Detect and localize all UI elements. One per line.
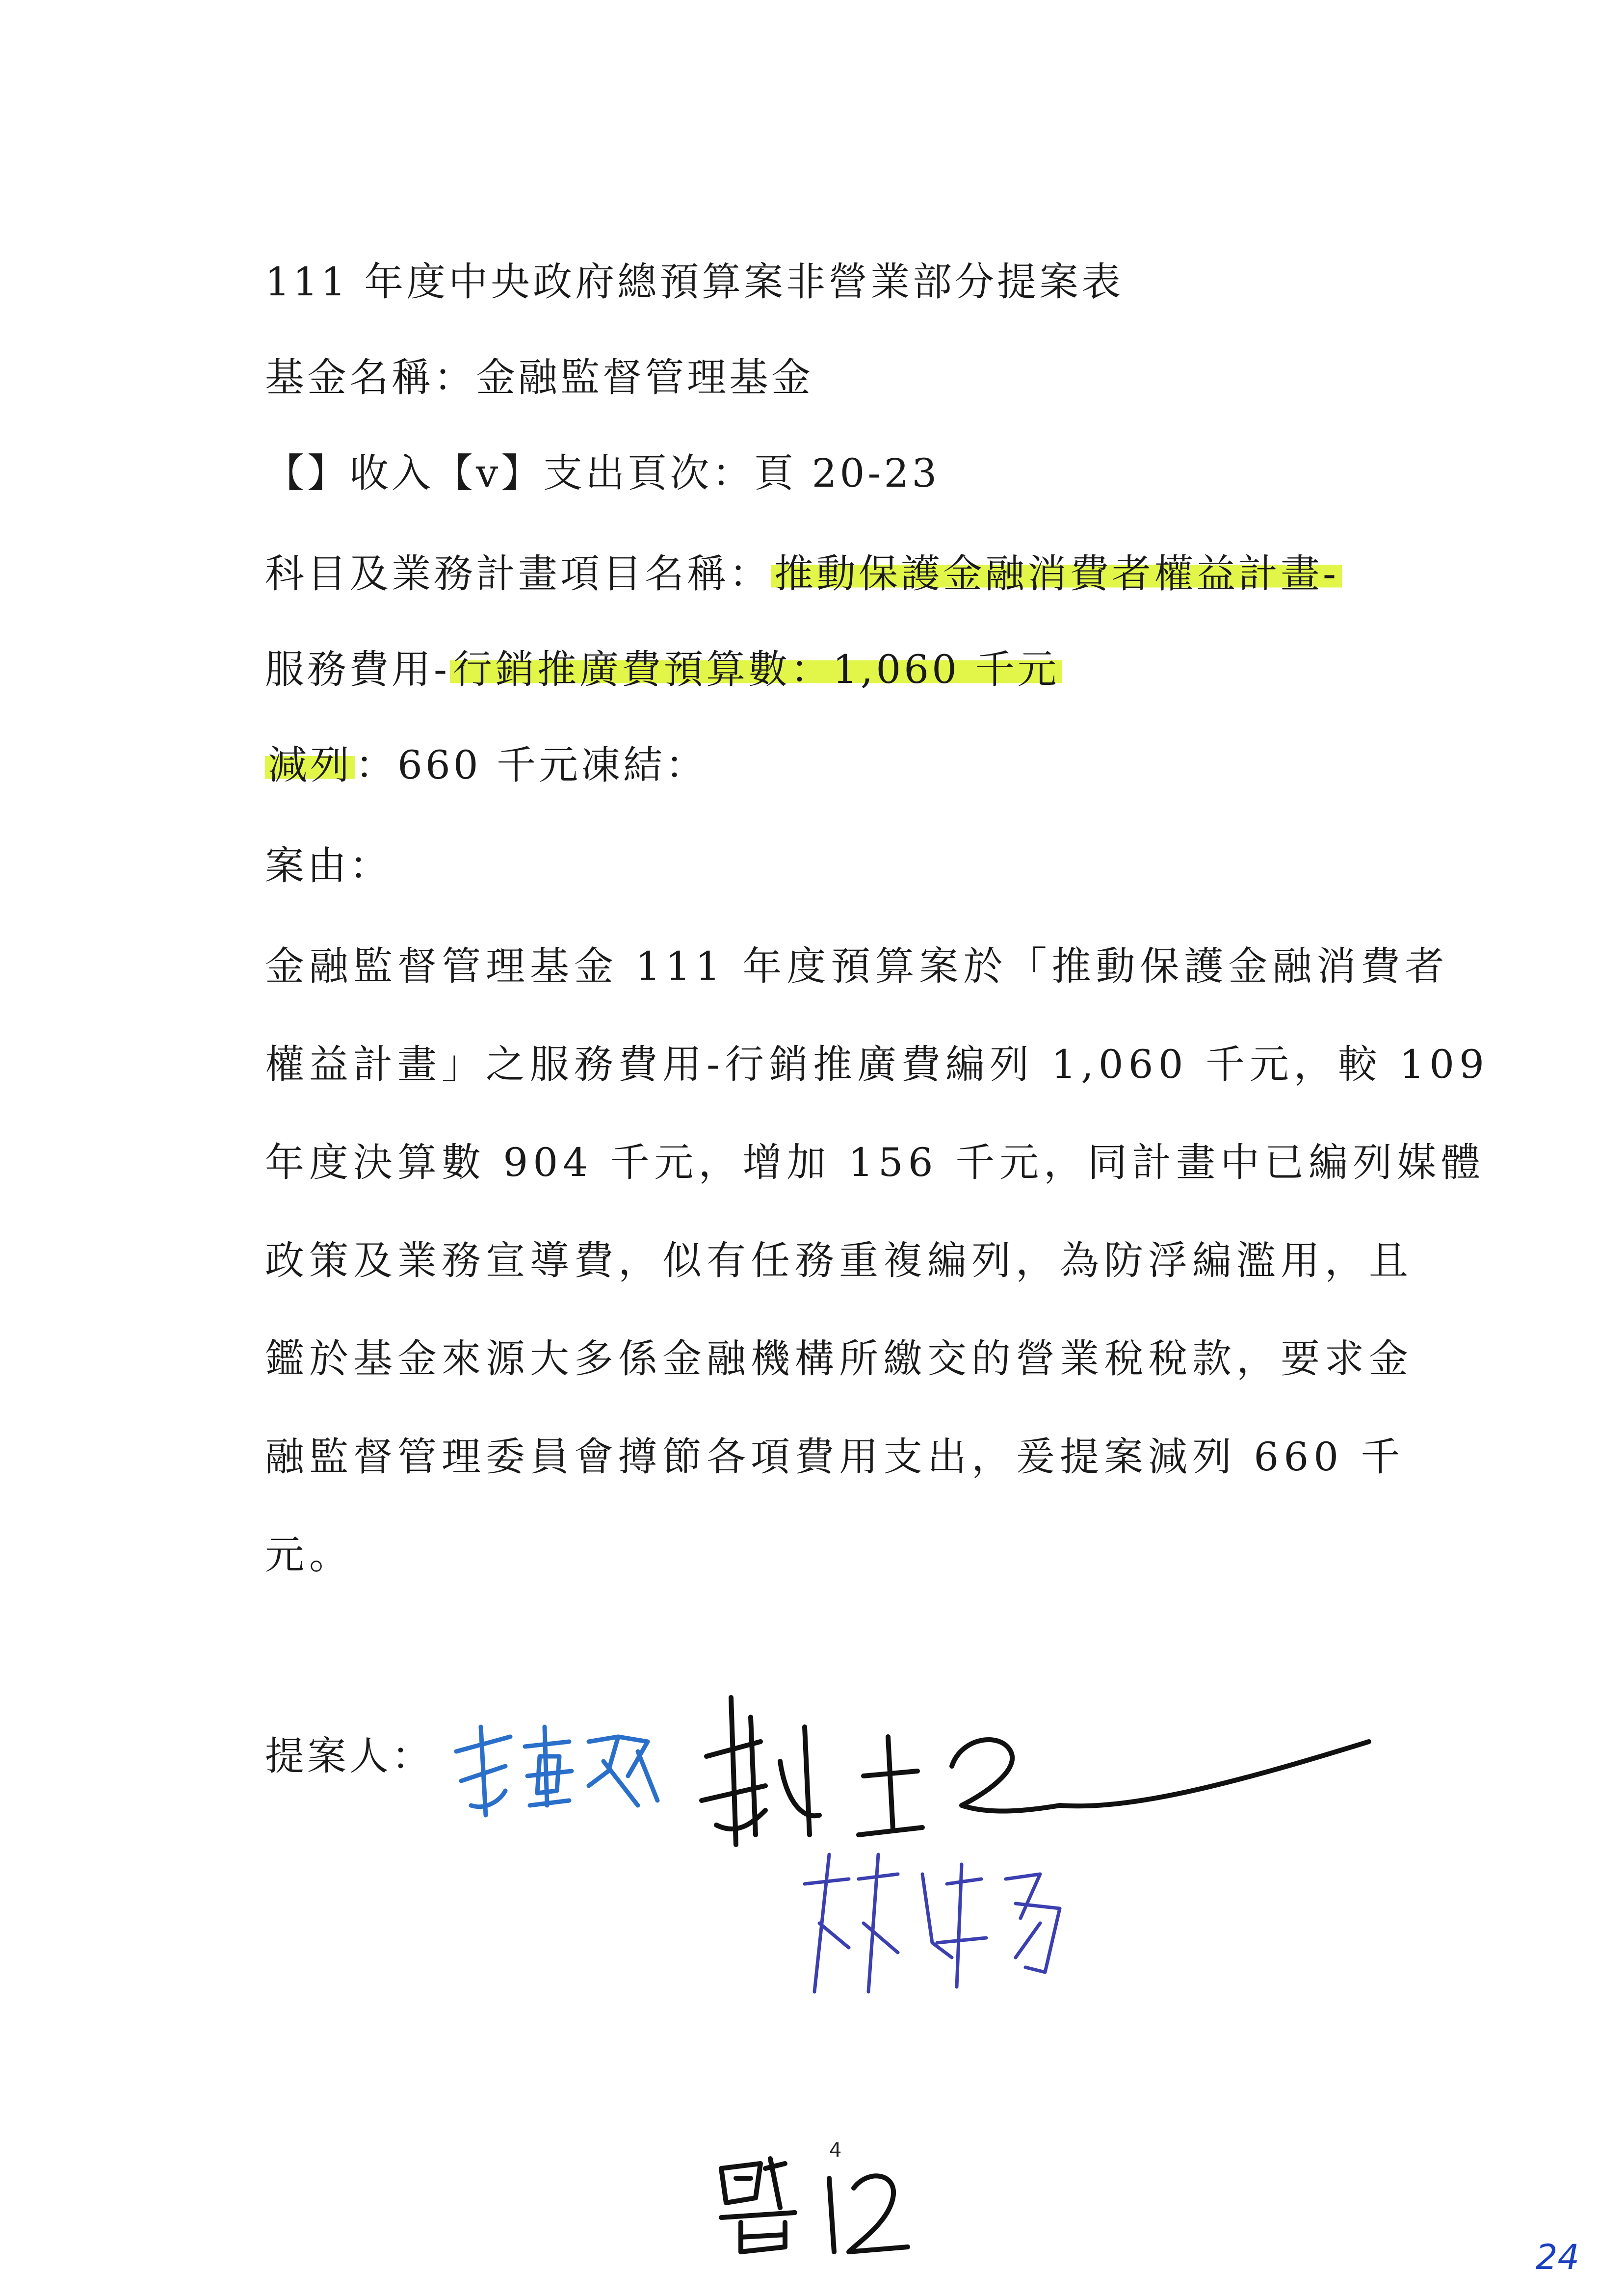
subject-highlight: 推動保護金融消費者權益計畫- xyxy=(771,551,1342,597)
reduce-line xyxy=(265,738,707,792)
service-line xyxy=(265,643,1062,697)
reduce-highlight: 減列 xyxy=(265,742,355,788)
doc-title: 111 年度中央政府總預算案非營業部分提案表 xyxy=(265,259,1124,305)
signature-li-guimin xyxy=(442,1707,667,1835)
corner-number: 24 xyxy=(1536,2237,1580,2277)
subject-line xyxy=(265,547,1342,601)
reason-line: 金融監督管理基金 111 年度預算案於「推動保護金融消費者 xyxy=(265,943,1449,989)
reason-label: 案由： xyxy=(265,843,392,888)
service-prefix: 服務費用- xyxy=(265,647,450,692)
reason-line: 年度決算數 904 千元，增加 156 千元，同計畫中已編列媒體 xyxy=(265,1140,1486,1185)
fund-name: 基金名稱：金融監督管理基金 xyxy=(265,355,813,400)
reason-line: 鑑於基金來源大多係金融機構所繳交的營業稅稅款，要求金 xyxy=(265,1336,1413,1382)
reduce-rest: ：660 千元凍結： xyxy=(355,742,708,788)
reason-line: 元。 xyxy=(265,1532,353,1578)
reason-line: 政策及業務宣導費，似有任務重複編列，為防浮編濫用，且 xyxy=(265,1238,1413,1283)
handwritten-mark xyxy=(711,2149,917,2267)
service-highlight: 行銷推廣費預算數：1,060 千元 xyxy=(450,647,1062,692)
reason-line: 融監督管理委員會撙節各項費用支出，爰提案減列 660 千 xyxy=(265,1434,1405,1480)
income-expense-line: 【】收入【v】支出頁次：頁 20-23 xyxy=(265,450,940,496)
proposer-label: 提案人： xyxy=(265,1733,434,1779)
signature-lin-weizhou xyxy=(785,1845,1089,2007)
subject-prefix: 科目及業務計畫項目名稱： xyxy=(265,551,771,597)
reason-line: 權益計畫」之服務費用-行銷推廣費編列 1,060 千元，較 109 xyxy=(265,1042,1490,1087)
page-number: 4 xyxy=(829,2139,842,2162)
